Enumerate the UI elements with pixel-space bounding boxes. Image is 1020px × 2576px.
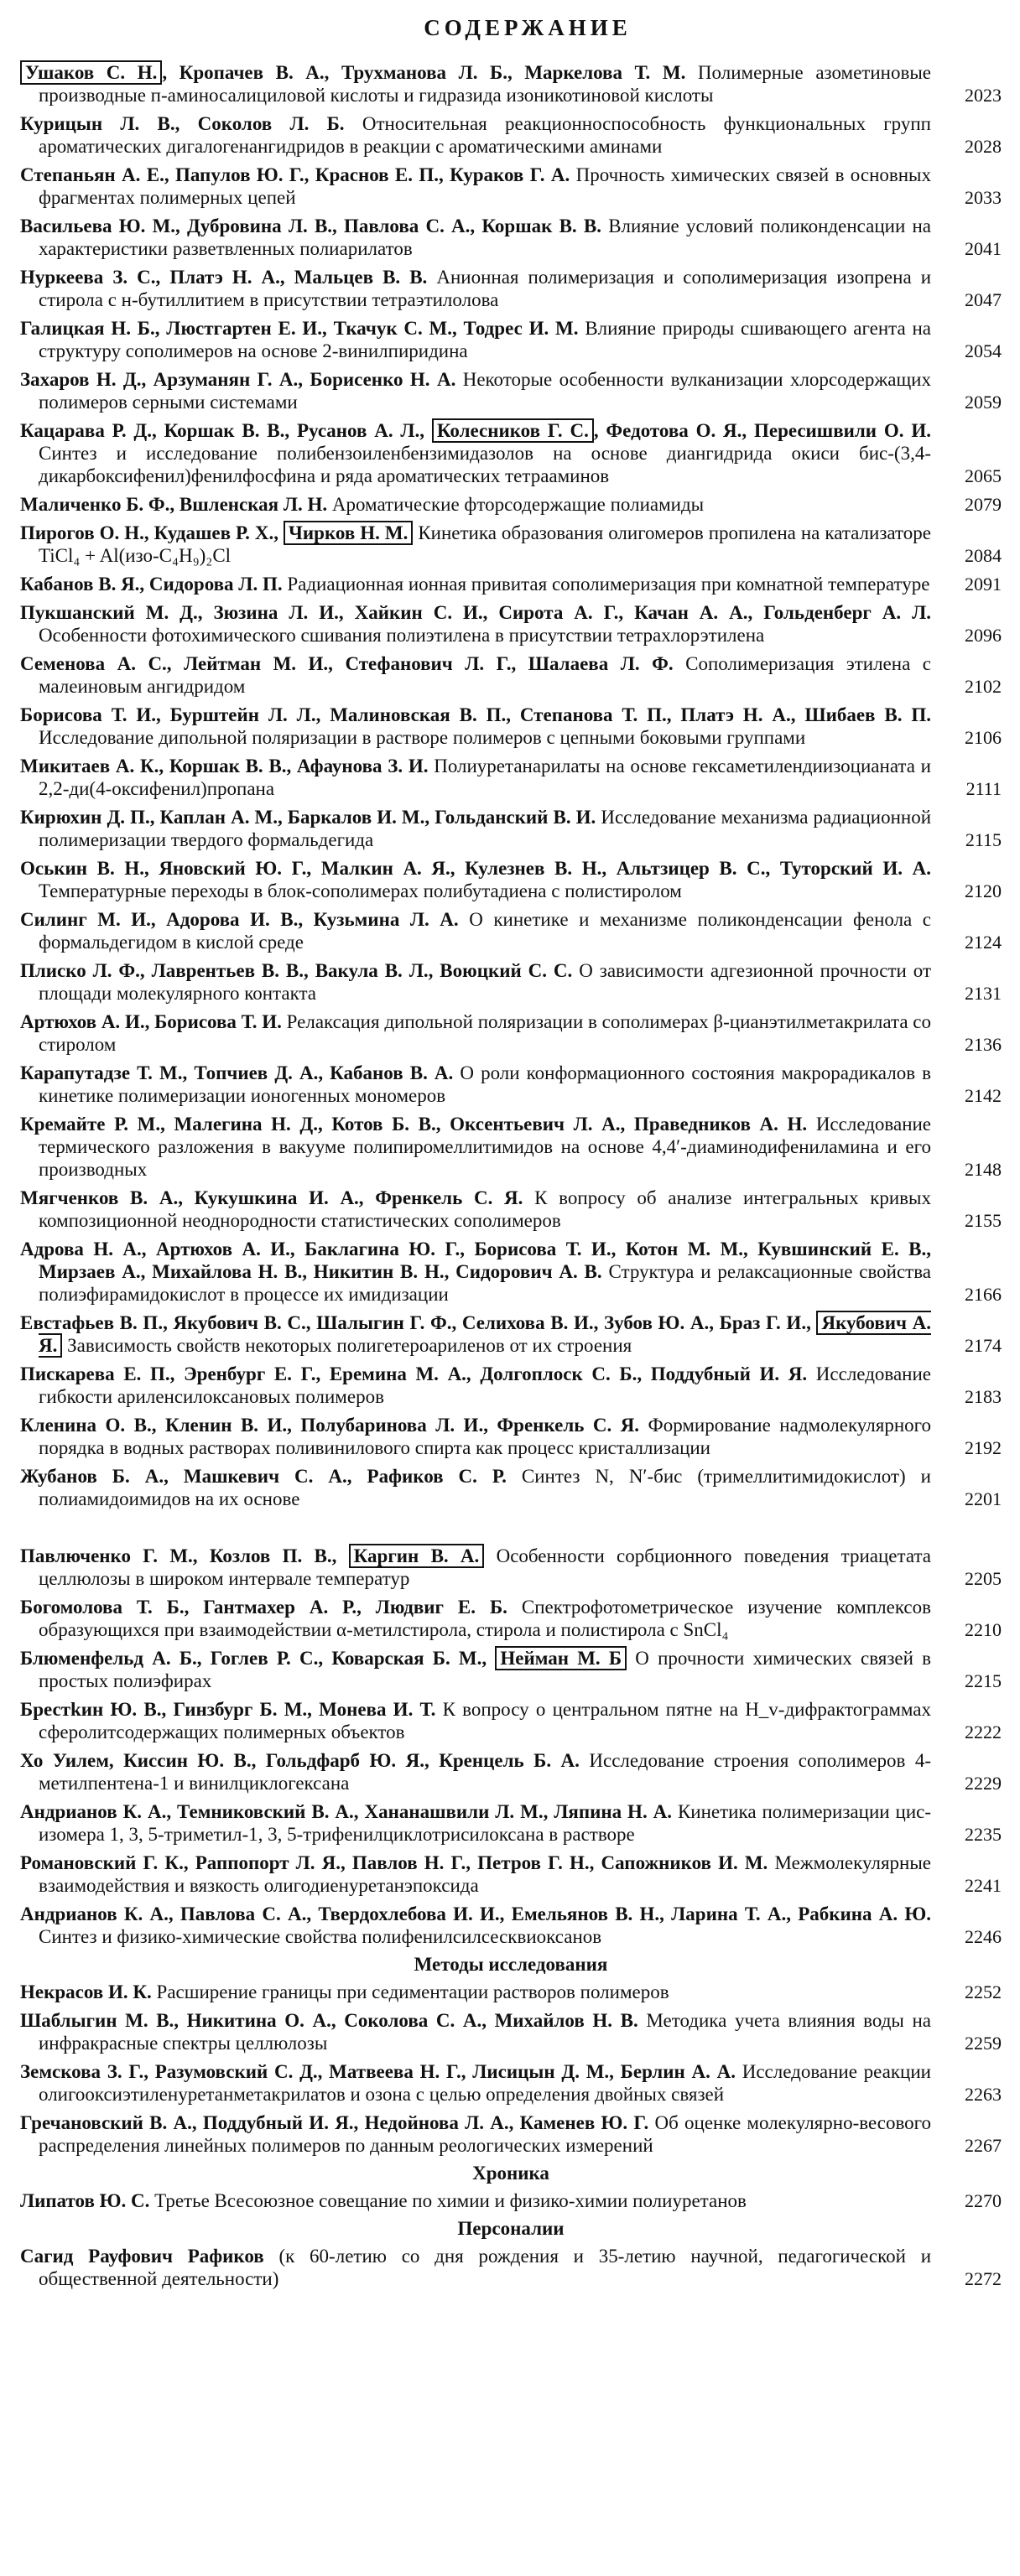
toc-entry <box>20 2189 1002 2212</box>
toc-entry <box>20 704 1002 749</box>
toc-entry <box>20 1981 1002 2003</box>
entry-authors: , Кропачев В. А., Трухманова Л. Б., Маркелова Т. М. <box>162 62 686 83</box>
toc-entry <box>20 1749 1002 1794</box>
entry-page-number: 2222 <box>965 1722 1002 1742</box>
contents-page <box>20 15 1002 2296</box>
boxed-author-name: Нейман М. Б <box>495 1646 627 1670</box>
entry-authors: Курицын Л. В., Соколов Л. Б. <box>20 113 345 134</box>
entry-authors: Евстафьев В. П., Якубович В. С., Шалыгин Г. Ф., Селихова В. И., Зубов Ю. А., Браз Г. И., <box>20 1312 811 1333</box>
entry-authors: Некрасов И. К. <box>20 1981 152 2002</box>
entry-page-number: 2115 <box>965 829 1002 850</box>
entry-page-number: 2079 <box>965 494 1002 515</box>
entry-authors: Земскова З. Г., Разумовский С. Д., Матвеева Н. Г., Лисицын Д. М., Берлин А. А. <box>20 2061 736 2082</box>
entry-authors: Брестkин Ю. В., Гинзбург Б. М., Монева И. Т. <box>20 1699 436 1720</box>
entry-authors: Карапутадзе Т. М., Топчиев Д. А., Кабанов В. А. <box>20 1062 454 1083</box>
toc-group-persons <box>20 2245 1002 2290</box>
entry-page-number: 2054 <box>965 340 1002 361</box>
entry-page-number: 2174 <box>965 1335 1002 1356</box>
entry-title: Об оценке молекулярно-весового распределения линейных полимеров по данным реологических измерений <box>39 2112 932 2156</box>
entry-authors: Плиско Л. Ф., Лаврентьев В. В., Вакула В. Л., Воюцкий С. С. <box>20 960 573 981</box>
toc-group-main <box>20 61 1002 1510</box>
entry-page-number: 2205 <box>965 1568 1002 1589</box>
toc-entry <box>20 522 1002 567</box>
entry-authors: Маличенко Б. Ф., Вшленская Л. Н. <box>20 494 328 515</box>
entry-title: (к 60-летию со дня рождения и 35-летию научной, педагогической и общественной деятельности) <box>39 2246 931 2289</box>
toc-entry <box>20 1596 1002 1641</box>
entry-authors: Оськин В. Н., Яновский Ю. Г., Малкин А. Я., Кулезнев В. Н., Альтзицер В. С., Туторский И. А. <box>20 858 931 879</box>
entry-title: Полимерные азометиновые производные п-аминосалициловой кислоты и гидразида изоникотиновой кислоты <box>39 62 931 106</box>
entry-authors: Артюхов А. И., Борисова Т. И. <box>20 1011 282 1032</box>
toc-entry <box>20 573 1002 595</box>
toc-entry <box>20 2009 1002 2054</box>
entry-page-number: 2201 <box>965 1488 1002 1509</box>
entry-title: Сополимеризация этилена с малеиновым ангидридом <box>39 653 931 697</box>
entry-title: Исследование реакции олигооксиэтиленуретанметакрилатов и озона с целью определения двойных связей <box>39 2061 931 2105</box>
entry-authors: Богомолова Т. Б., Гантмахер А. Р., Людвиг Е. Б. <box>20 1597 507 1618</box>
toc-group-chronicle <box>20 2189 1002 2212</box>
toc-entry <box>20 1800 1002 1846</box>
entry-title: О кинетике и механизме поликонденсации фенола с формальдегидом в кислой среде <box>39 909 932 953</box>
entry-page-number: 2096 <box>965 625 1002 646</box>
entry-authors: Кленина О. В., Кленин В. И., Полубаринова Л. И., Френкель С. Я. <box>20 1415 640 1436</box>
entry-title: Зависимость свойств некоторых полигетероариленов от их строения <box>67 1335 632 1356</box>
entry-page-number: 2155 <box>965 1210 1002 1231</box>
entry-page-number: 2124 <box>965 932 1002 953</box>
entry-page-number: 2235 <box>965 1824 1002 1845</box>
toc-entry <box>20 857 1002 902</box>
entry-page-number: 2263 <box>965 2084 1002 2105</box>
toc-entry <box>20 1698 1002 1743</box>
entry-page-number: 2065 <box>965 465 1002 486</box>
entry-page-number: 2192 <box>965 1437 1002 1458</box>
toc-entry <box>20 215 1002 260</box>
entry-title: К вопросу о центральном пятне на H_v-дифрактограммах сферолитсодержащих полимерных объектов <box>39 1699 932 1742</box>
toc-entry <box>20 2111 1002 2157</box>
entry-title: Полиуретанарилаты на основе гексаметилендиизоцианата и 2,2-ди(4-оксифенил)пропана <box>39 756 931 799</box>
entry-authors: Микитаев А. К., Коршак В. В., Афаунова З. И. <box>20 756 429 776</box>
toc-entry <box>20 164 1002 209</box>
entry-page-number: 2166 <box>965 1284 1002 1305</box>
entry-page-number: 2106 <box>965 727 1002 748</box>
entry-title: Синтез и исследование полибензоиленбензимидазолов на основе диангидрида окиси бис-(3,4-дикарбоксифенил)фенилфосфина и ряда ароматических тетрааминов <box>39 443 931 486</box>
entry-page-number: 2023 <box>965 85 1002 106</box>
toc-entry <box>20 368 1002 413</box>
toc-entry <box>20 112 1002 158</box>
entry-title: Исследование гибкости ариленсилоксановых полимеров <box>39 1363 931 1407</box>
entry-title: О зависимости адгезионной прочности от площади молекулярного контакта <box>39 960 931 1004</box>
toc-entry <box>20 1113 1002 1181</box>
toc-entry <box>20 755 1002 800</box>
entry-title: К вопросу об анализе интегральных кривых композиционной неоднородности статистических сополимеров <box>39 1187 931 1231</box>
boxed-author-name: Чирков Н. М. <box>284 521 413 545</box>
toc-group-methods <box>20 1981 1002 2157</box>
toc-entry <box>20 1187 1002 1232</box>
toc-entry <box>20 1238 1002 1306</box>
entry-page-number: 2142 <box>965 1085 1002 1106</box>
section-title-persons: Персоналии <box>457 2218 565 2239</box>
entry-page-number: 2059 <box>965 392 1002 413</box>
entry-authors: Кирюхин Д. П., Каплан А. М., Баркалов И. М., Гольданский В. И. <box>20 807 596 828</box>
entry-title: О роли конформационного состояния макрорадикалов в кинетике полимеризации ионогенных мономеров <box>39 1062 932 1106</box>
entry-page-number: 2270 <box>965 2190 1002 2211</box>
entry-authors: Гречановский В. А., Поддубный И. Я., Недойнова Л. А., Каменев Ю. Г. <box>20 2112 649 2133</box>
toc-entry <box>20 601 1002 647</box>
entry-page-number: 2033 <box>965 187 1002 208</box>
toc-entry <box>20 2245 1002 2290</box>
toc-entry <box>20 317 1002 362</box>
toc-entry <box>20 1062 1002 1107</box>
group-gap <box>20 1516 1002 1545</box>
entry-page-number: 2102 <box>965 676 1002 697</box>
entry-title: Третье Всесоюзное совещание по химии и физико-химии полиуретанов <box>154 2190 747 2211</box>
entry-authors: Галицкая Н. Б., Люстгартен Е. И., Ткачук С. М., Тодрес И. М. <box>20 318 579 339</box>
entry-page-number: 2241 <box>965 1875 1002 1896</box>
entry-title: Температурные переходы в блок-сополимерах полибутадиена с полистиролом <box>39 880 682 901</box>
toc-entry <box>20 1903 1002 1948</box>
toc-entry <box>20 959 1002 1005</box>
entry-title: Расширение границы при седиментации растворов полимеров <box>156 1981 669 2002</box>
section-title-chronicle: Хроника <box>472 2163 549 2184</box>
entry-title: Релаксация дипольной поляризации в сополимерах β-цианэтилметакрилата со стиролом <box>39 1011 932 1055</box>
entry-title: Ароматические фторсодержащие полиамиды <box>331 494 705 515</box>
entry-title: Синтез N, N′-бис (тримеллитимидокислот) и полиамидоимидов на их основе <box>39 1466 931 1509</box>
entry-authors: Андрианов К. А., Павлова С. А., Твердохлебова И. И., Емельянов В. Н., Ларина Т. А., Рабкина А. Ю. <box>20 1903 931 1924</box>
entry-title: Исследование дипольной поляризации в растворе полимеров с цепными боковыми группами <box>39 727 806 748</box>
entry-title: Кинетика образования олигомеров пропилена на катализаторе TiCl₄ + Al(изо-C₄H₉)₂Cl <box>39 522 931 566</box>
entry-authors: Нуркеева З. С., Платэ Н. А., Мальцев В. В. <box>20 267 428 288</box>
toc-entry <box>20 493 1002 516</box>
entry-title: Методика учета влияния воды на инфракрасные спектры целлюлозы <box>39 2010 931 2054</box>
entry-page-number: 2131 <box>965 983 1002 1004</box>
toc-entry <box>20 266 1002 311</box>
entry-authors: Романовский Г. К., Раппопорт Л. Я., Павлов Н. Г., Петров Г. Н., Сапожников И. М. <box>20 1852 768 1873</box>
toc-entry <box>20 1545 1002 1590</box>
entry-authors: Пирогов О. Н., Кудашев Р. Х., <box>20 522 279 543</box>
toc-entry <box>20 2060 1002 2106</box>
entry-authors: Павлюченко Г. М., Козлов П. В., <box>20 1545 337 1566</box>
entry-authors: Липатов Ю. С. <box>20 2190 150 2211</box>
entry-page-number: 2120 <box>965 880 1002 901</box>
entry-page-number: 2267 <box>965 2135 1002 2156</box>
toc-entry <box>20 806 1002 851</box>
entry-authors-continued: , Федотова О. Я., Пересишвили О. И. <box>593 420 931 441</box>
entry-authors: Васильева Ю. М., Дубровина Л. В., Павлова С. А., Коршак В. В. <box>20 216 601 236</box>
entry-authors: Андрианов К. А., Темниковский В. А., Хананашвили Л. М., Ляпина Н. А. <box>20 1801 673 1822</box>
toc-entry <box>20 908 1002 953</box>
entry-authors: Пискарева Е. П., Эренбург Е. Г., Еремина М. А., Долгоплоск С. Б., Поддубный И. Я. <box>20 1363 808 1384</box>
entry-title: Структура и релаксационные свойства полиэфирамидокислот в процессе их имидизации <box>39 1261 931 1305</box>
entry-title: Влияние условий поликонденсации на характеристики разветвленных полиарилатов <box>39 216 931 259</box>
entry-title: Исследование строения сополимеров 4-метилпентена-1 и винилциклогексана <box>39 1750 931 1794</box>
entry-authors: Кремайте Р. М., Малегина Н. Д., Котов Б. В., Оксентьевич Л. А., Праведников А. Н. <box>20 1114 808 1135</box>
entry-title: Относительная реакционноспособность функциональных групп ароматических дигалогенангидридов в реакции с ароматическими аминами <box>39 113 931 157</box>
entry-page-number: 2047 <box>965 289 1002 310</box>
entry-authors: Силинг М. И., Адорова И. В., Кузьмина Л. А. <box>20 909 459 930</box>
toc-entry <box>20 419 1002 487</box>
entry-authors: Блюменфельд А. Б., Гоглев Р. С., Коварская Б. М., <box>20 1648 487 1669</box>
toc-entry <box>20 61 1002 106</box>
toc-entry <box>20 1311 1002 1357</box>
boxed-author-name: Ушаков С. Н. <box>20 60 162 85</box>
entry-title: Особенности фотохимического сшивания полиэтилена в присутствии тетрахлорэтилена <box>39 625 765 646</box>
entry-title: Кинетика полимеризации цис-изомера 1, 3, 5-триметил-1, 3, 5-трифенилциклотрисилоксана в растворе <box>39 1801 931 1845</box>
entry-page-number: 2148 <box>965 1159 1002 1180</box>
entry-page-number: 2028 <box>965 136 1002 157</box>
entry-page-number: 2229 <box>965 1773 1002 1794</box>
toc-entry <box>20 1363 1002 1408</box>
entry-title: Синтез и физико-химические свойства полифенилсилсесквиоксанов <box>39 1926 602 1947</box>
entry-authors: Семенова А. С., Лейтман М. И., Стефанович Л. Г., Шалаева Л. Ф. <box>20 653 674 674</box>
entry-authors: Пукшанский М. Д., Зюзина Л. И., Хайкин С. И., Сирота А. Г., Качан А. А., Гольденберг А. Л. <box>20 602 931 623</box>
toc-entry <box>20 1465 1002 1510</box>
entry-title: О прочности химических связей в простых полиэфирах <box>39 1648 932 1691</box>
entry-page-number: 2041 <box>965 238 1002 259</box>
page-title: СОДЕРЖАНИЕ <box>424 15 632 40</box>
entry-title: Исследование термического разложения в вакууме полипиромеллитимидов на основе 4,4′-диаминодифениламина и его производных <box>39 1114 932 1180</box>
entry-page-number: 2246 <box>965 1926 1002 1947</box>
entry-authors: Сагид Рауфович Рафиков <box>20 2246 264 2267</box>
entry-title: Исследование механизма радиационной полимеризации твердого формальдегида <box>39 807 932 850</box>
entry-page-number: 2136 <box>965 1034 1002 1055</box>
entry-authors: Жубанов Б. А., Машкевич С. А., Рафиков С. Р. <box>20 1466 507 1487</box>
entry-authors: Кабанов В. Я., Сидорова Л. П. <box>20 574 283 595</box>
entry-title: Межмолекулярные взаимодействия и вязкость олигодиенуретанэпоксида <box>39 1852 931 1896</box>
entry-page-number: 2084 <box>965 545 1002 566</box>
toc-group-short <box>20 1545 1002 1948</box>
boxed-author-name: Колесников Г. С. <box>432 418 594 443</box>
entry-page-number: 2272 <box>965 2268 1002 2289</box>
entry-authors: Адрова Н. А., Артюхов А. И., Баклагина Ю. Г., Борисова Т. И., Котон М. М., Кувшинский Е. В., Мирзаев А., Михайлова Н. В., Никитин В. Н., Сидорович А. В. <box>20 1239 931 1282</box>
entry-title: Особенности сорбционного поведения триацетата целлюлозы в широком интервале температур <box>39 1545 931 1589</box>
entry-title: Радиационная ионная привитая сополимеризация при комнатной температуре <box>287 574 930 595</box>
entry-title: Формирование надмолекулярного порядка в водных растворах поливинилового спирта как процесс кристаллизации <box>39 1415 932 1458</box>
entry-page-number: 2091 <box>965 574 1002 595</box>
entry-page-number: 2210 <box>965 1619 1002 1640</box>
entry-authors: Мягченков В. А., Кукушкина И. А., Френкель С. Я. <box>20 1187 523 1208</box>
entry-page-number: 2252 <box>965 1981 1002 2002</box>
entry-page-number: 2215 <box>965 1670 1002 1691</box>
entry-title: Прочность химических связей в основных фрагментах полимерных цепей <box>39 164 932 208</box>
toc-entry <box>20 1010 1002 1056</box>
section-title-methods: Методы исследования <box>414 1954 608 1975</box>
toc-entry <box>20 652 1002 698</box>
boxed-author-name: Якубович А. Я. <box>39 1312 931 1356</box>
toc-entry <box>20 1414 1002 1459</box>
boxed-author-name: Каргин В. А. <box>349 1544 485 1568</box>
entry-title: Влияние природы сшивающего агента на структуру сополимеров на основе 2-винилпиридина <box>39 318 932 361</box>
entry-title: Спектрофотометрическое изучение комплексов образующихся при взаимодействии α-метилстирола, стирола и полистирола с SnCl₄ <box>39 1597 931 1640</box>
entry-authors: Борисова Т. И., Бурштейн Л. Л., Малиновская В. П., Степанова Т. П., Платэ Н. А., Шибаев В. П. <box>20 704 931 725</box>
entry-page-number: 2183 <box>965 1386 1002 1407</box>
entry-authors: Захаров Н. Д., Арзуманян Г. А., Борисенко Н. А. <box>20 369 456 390</box>
entry-page-number: 2111 <box>965 778 1002 799</box>
entry-page-number: 2259 <box>965 2033 1002 2054</box>
entry-authors: Шаблыгин М. В., Никитина О. А., Соколова С. А., Михайлов Н. В. <box>20 2010 638 2031</box>
entry-title: Анионная полимеризация и сополимеризация изопрена и стирола с н-бутиллитием в присутствии тетраэтилолова <box>39 267 932 310</box>
entry-authors: Кацарава Р. Д., Коршак В. В., Русанов А. Л., <box>20 420 425 441</box>
toc-entry <box>20 1852 1002 1897</box>
entry-authors: Хо Уилем, Киссин Ю. В., Гольдфарб Ю. Я., Кренцель Б. А. <box>20 1750 580 1771</box>
entry-title: Некоторые особенности вулканизации хлорсодержащих полимеров серными системами <box>39 369 931 413</box>
entry-authors: Степаньян А. Е., Папулов Ю. Г., Краснов Е. П., Кураков Г. А. <box>20 164 570 185</box>
toc-entry <box>20 1647 1002 1692</box>
